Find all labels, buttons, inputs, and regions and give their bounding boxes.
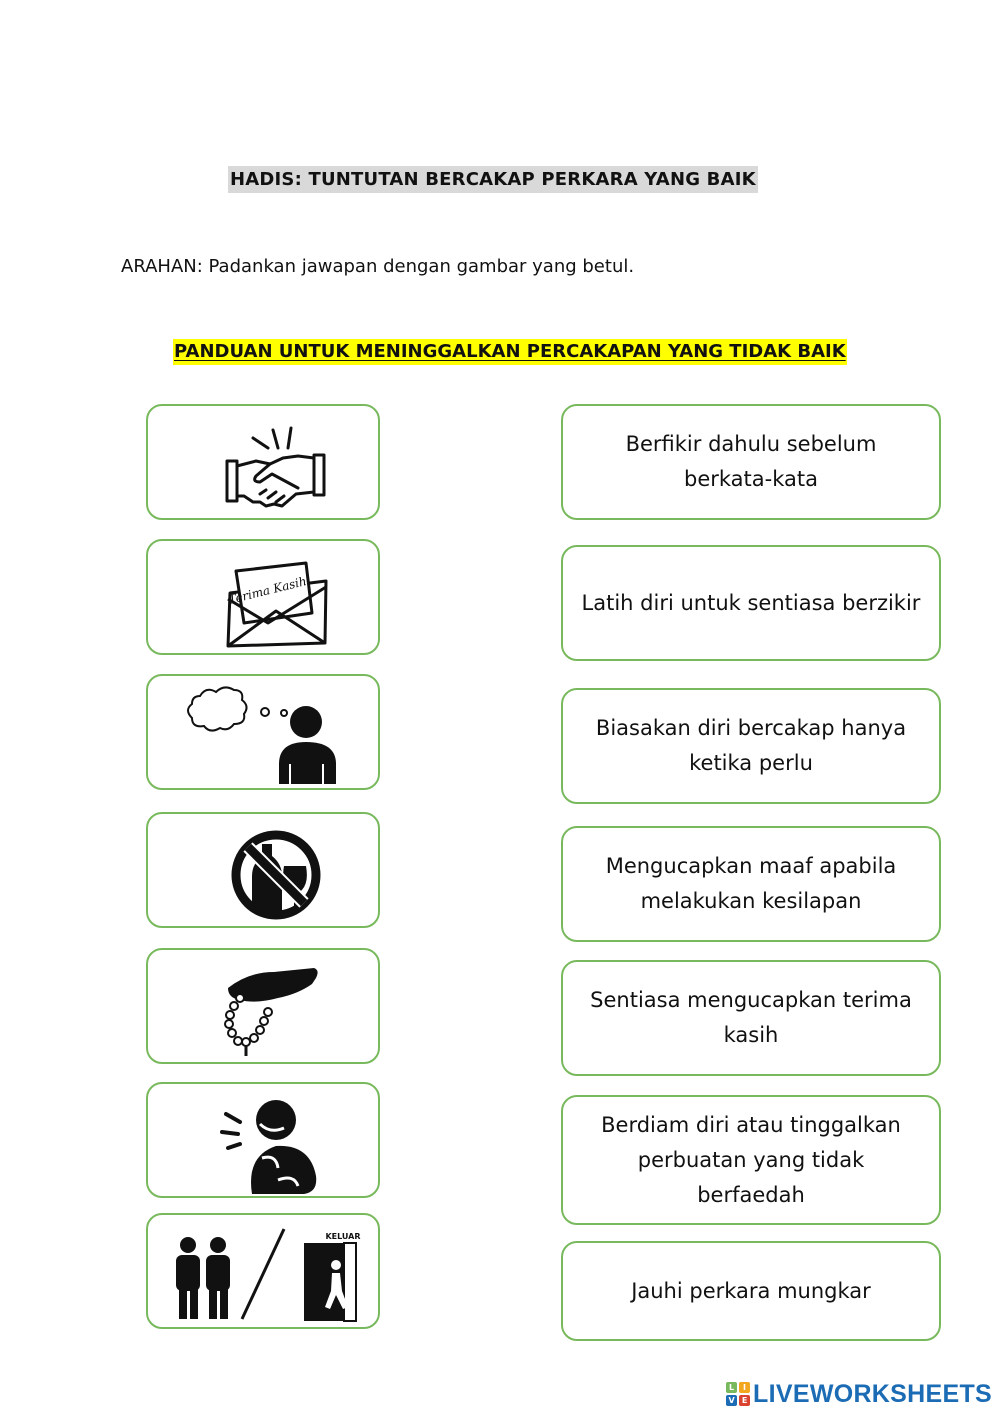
answer-text: Berfikir dahulu sebelum berkata-kata [625,432,877,491]
answer-text: Mengucapkan maaf apabila melakukan kesilapan [605,854,897,913]
answer-box-3[interactable] [561,688,941,804]
image-box-2[interactable] [146,539,380,655]
answer-box-4[interactable] [561,826,941,942]
letter-text: Terima Kasih .. [227,571,320,607]
brand-mark-e: E [739,1395,750,1406]
thinking-person-icon [148,676,378,788]
answer-box-2[interactable] [561,545,941,661]
section-subtitle: PANDUAN UNTUK MENINGGALKAN PERCAKAPAN YANG TIDAK BAIK [173,339,847,365]
answer-text: Sentiasa mengucapkan terima kasih [590,988,912,1047]
answer-box-5[interactable] [561,960,941,1076]
brand-mark-i: I [739,1382,750,1393]
exit-sign-text: KELUAR [325,1232,361,1241]
liveworksheets-logo [726,1379,992,1409]
handshake-icon [148,406,378,518]
image-box-4[interactable] [146,812,380,928]
answer-box-7[interactable] [561,1241,941,1341]
brand-mark-icon [726,1382,750,1406]
person-laughing-icon [148,1084,378,1196]
answer-text: Biasakan diri bercakap hanya ketika perlu [595,716,907,775]
answer-box-1[interactable] [561,404,941,520]
brand-mark-v: V [726,1395,737,1406]
answer-text: Jauhi perkara mungkar [631,1278,871,1303]
image-box-6[interactable] [146,1082,380,1198]
thank-you-letter-icon [148,541,378,653]
image-box-1[interactable] [146,404,380,520]
worksheet-title: HADIS: TUNTUTAN BERCAKAP PERKARA YANG BAIK [228,166,758,193]
people-and-exit-icon [148,1215,378,1327]
brand-mark-l: L [726,1382,737,1393]
answer-text: Berdiam diri atau tinggalkan perbuatan yang tidak berfaedah [601,1112,901,1207]
brand-name: LIVEWORKSHEETS [753,1379,992,1408]
instruction-text: ARAHAN: Padankan jawapan dengan gambar yang betul. [121,256,635,277]
image-box-7[interactable] [146,1213,380,1329]
image-box-3[interactable] [146,674,380,790]
answer-box-6[interactable] [561,1095,941,1225]
prayer-beads-hand-icon [148,950,378,1062]
answer-text: Latih diri untuk sentiasa berzikir [581,590,921,615]
image-box-5[interactable] [146,948,380,1064]
no-alcohol-icon [148,814,378,926]
